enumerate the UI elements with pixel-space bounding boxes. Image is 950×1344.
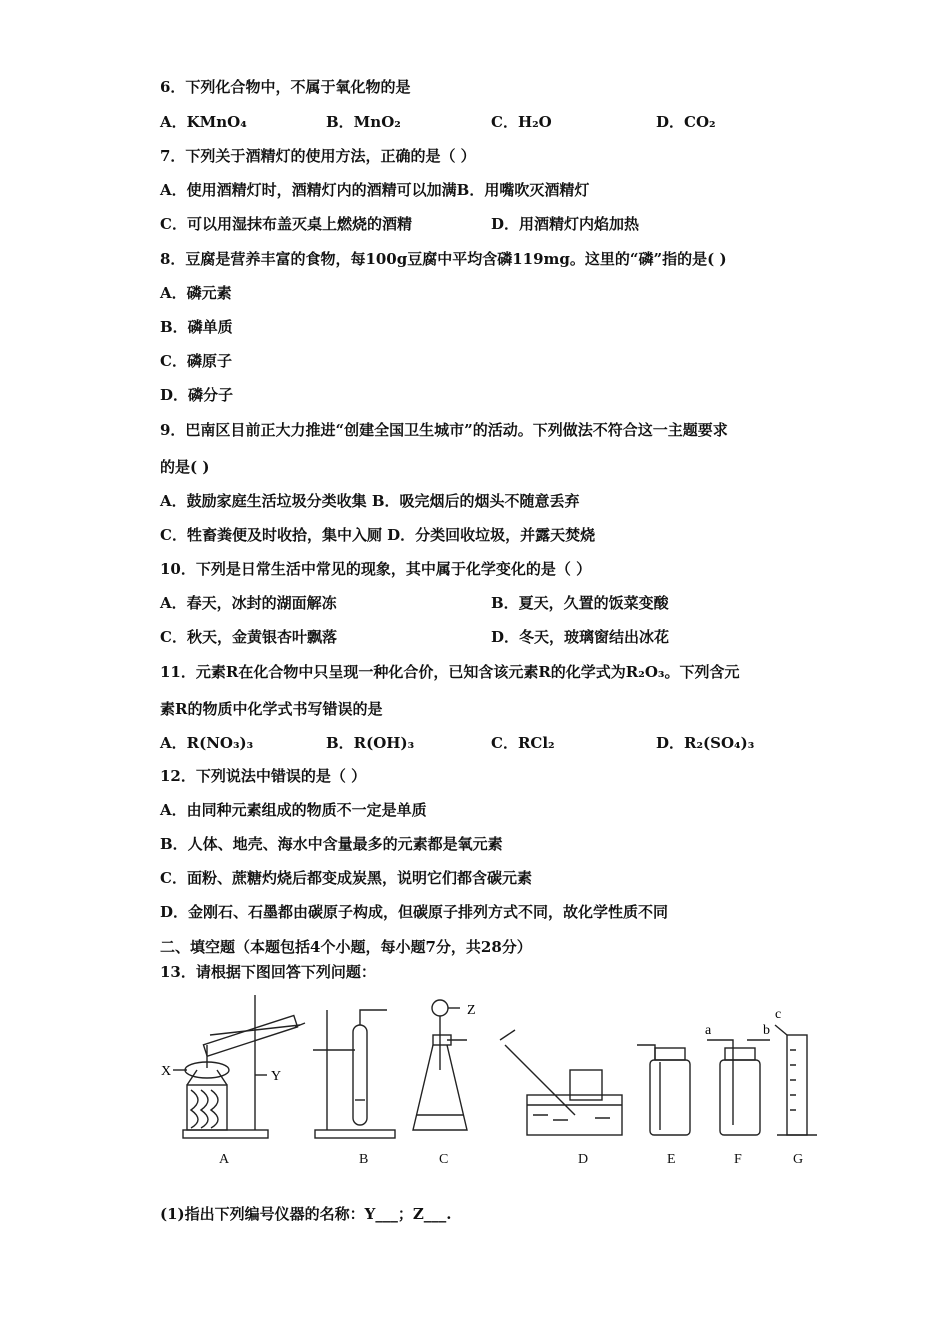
marker-c: c (775, 1007, 782, 1022)
apparatus-c (413, 1000, 467, 1130)
marker-x: X (161, 1064, 172, 1079)
q13-sub1: (1)指出下列编号仪器的名称：Y___；Z___. (160, 1205, 452, 1223)
figure-label-e: E (667, 1152, 676, 1167)
q7-option-d: D．用酒精灯内焰加热 (491, 215, 640, 233)
q7-option-c: C．可以用湿抹布盖灭桌上燃烧的酒精 (160, 215, 412, 233)
q12-option-a: A．由同种元素组成的物质不一定是单质 (160, 801, 427, 819)
apparatus-e (637, 1045, 690, 1135)
q11-option-d: D．R₂(SO₄)₃ (656, 734, 755, 752)
q6-option-a: A．KMnO₄ (160, 113, 247, 131)
q6-option-c: C．H₂O (491, 113, 552, 131)
q7-stem: 7．下列关于酒精灯的使用方法，正确的是（ ） (160, 147, 476, 165)
q11-stem-line2: 素R的物质中化学式书写错误的是 (160, 700, 383, 718)
apparatus-d (500, 1030, 622, 1135)
figure-label-f: F (734, 1152, 742, 1167)
q8-stem: 8．豆腐是营养丰富的食物，每100g豆腐中平均含磷119mg。这里的“磷”指的是( ) (160, 250, 727, 268)
q11-option-b: B．R(OH)₃ (326, 734, 415, 752)
q6-stem: 6．下列化合物中，不属于氧化物的是 (160, 78, 411, 96)
q8-option-c: C．磷原子 (160, 352, 232, 370)
q10-option-d: D．冬天，玻璃窗结出冰花 (491, 628, 670, 646)
marker-a: a (705, 1023, 712, 1038)
figure-label-g: G (793, 1152, 804, 1167)
apparatus-g (775, 1025, 817, 1135)
q9-options-cd: C．牲畜粪便及时收拾，集中入厕 D．分类回收垃圾，并露天焚烧 (160, 526, 596, 544)
q12-option-b: B．人体、地壳、海水中含量最多的元素都是氧元素 (160, 835, 503, 853)
q6-option-d: D．CO₂ (656, 113, 716, 131)
marker-z: Z (467, 1003, 476, 1018)
q12-option-d: D．金刚石、石墨都由碳原子构成，但碳原子排列方式不同，故化学性质不同 (160, 903, 669, 921)
q9-options-ab: A．鼓励家庭生活垃圾分类收集 B．吸完烟后的烟头不随意丢弃 (160, 492, 580, 510)
q6-option-b: B．MnO₂ (326, 113, 401, 131)
q10-option-b: B．夏天，久置的饭菜变酸 (491, 594, 669, 612)
q9-stem-line1: 9．巴南区目前正大力推进“创建全国卫生城市”的活动。下列做法不符合这一主题要求 (160, 421, 728, 439)
q7-options-ab: A．使用酒精灯时，酒精灯内的酒精可以加满B．用嘴吹灭酒精灯 (160, 181, 590, 199)
q11-option-a: A．R(NO₃)₃ (160, 734, 254, 752)
apparatus-a (173, 995, 305, 1138)
marker-b: b (763, 1023, 770, 1038)
q8-option-b: B．磷单质 (160, 318, 233, 336)
marker-y: Y (271, 1069, 282, 1084)
figure-label-a: A (219, 1152, 230, 1167)
q12-stem: 12．下列说法中错误的是（ ） (160, 767, 367, 785)
lab-apparatus-figure (155, 990, 835, 1180)
q10-stem: 10．下列是日常生活中常见的现象，其中属于化学变化的是（ ） (160, 560, 592, 578)
section-2-title: 二、填空题（本题包括4个小题，每小题7分，共28分） (160, 938, 532, 956)
q8-option-a: A．磷元素 (160, 284, 232, 302)
q12-option-c: C．面粉、蔗糖灼烧后都变成炭黑，说明它们都含碳元素 (160, 869, 532, 887)
figure-label-b: B (359, 1152, 369, 1167)
apparatus-f (707, 1040, 770, 1135)
q10-option-a: A．春天，冰封的湖面解冻 (160, 594, 337, 612)
q11-option-c: C．RCl₂ (491, 734, 555, 752)
q10-option-c: C．秋天，金黄银杏叶飘落 (160, 628, 337, 646)
q13-stem: 13．请根据下图回答下列问题： (160, 963, 376, 981)
q9-stem-line2: 的是( ) (160, 458, 210, 476)
q8-option-d: D．磷分子 (160, 386, 234, 404)
apparatus-b (313, 1010, 395, 1138)
figure-label-d: D (578, 1152, 589, 1167)
q11-stem-line1: 11．元素R在化合物中只呈现一种化合价，已知含该元素R的化学式为R₂O₃。下列含元 (160, 663, 740, 681)
figure-label-c: C (439, 1152, 449, 1167)
